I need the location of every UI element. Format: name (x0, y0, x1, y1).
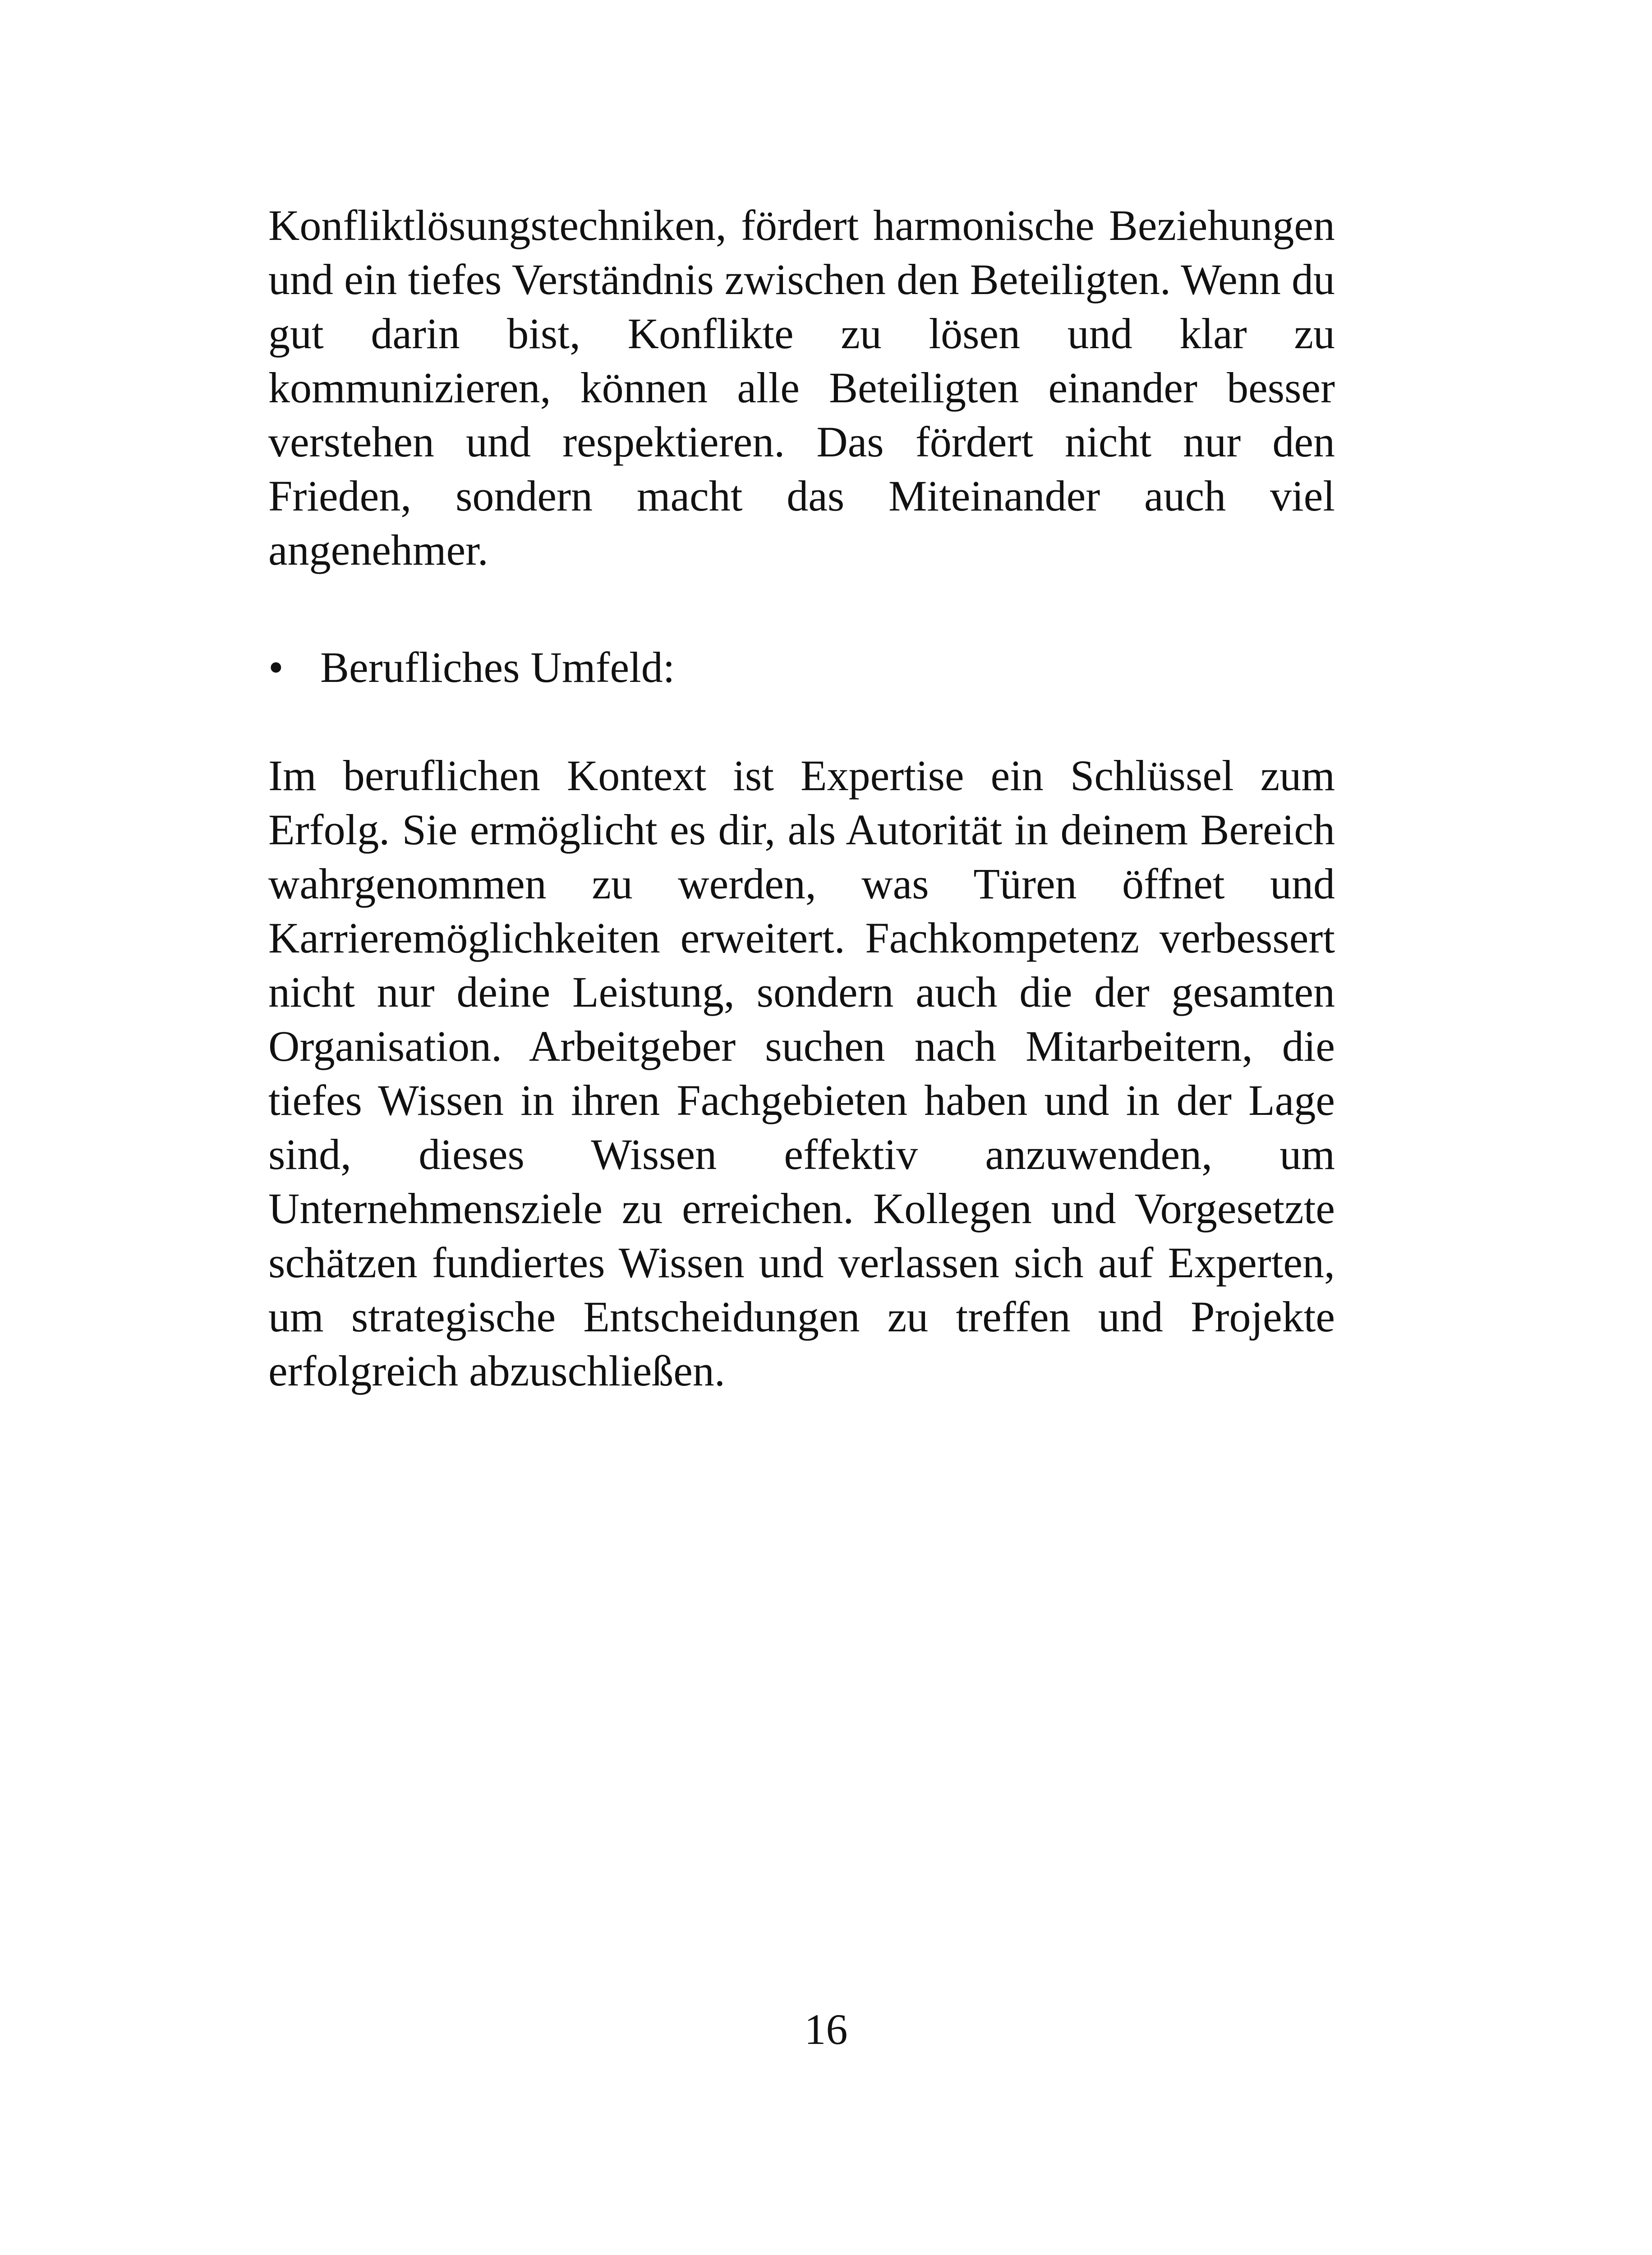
bullet-icon: • (268, 643, 284, 691)
bullet-list-item (268, 640, 1335, 695)
paragraph-professional-context: Im beruflichen Kontext ist Expertise ein Schlüssel zum Erfolg. Sie ermöglicht es dir, als Autorität in deinem Bereich wahrgenommen zu werden, was Türen öffnet und Karrieremöglichkeiten erweitert. Fachkompetenz verbessert nicht nur deine Leistung, sondern auch die der gesamten Organisation. Arbeitgeber suchen nach Mitarbeitern, die tiefes Wissen in ihren Fachgebieten haben und in der Lage sind, dieses Wissen effektiv anzuwenden, um Unternehmensziele zu erreichen. Kollegen und Vorgesetzte schätzen fundiertes Wissen und verlassen sich auf Experten, um strategische Entscheidungen zu treffen und Projekte erfolgreich abzuschließen. (268, 751, 1335, 1395)
paragraph-conflict-resolution: Konfliktlösungstechniken, fördert harmonische Beziehungen und ein tiefes Verständnis zwischen den Beteiligten. Wenn du gut darin bist, Konflikte zu lösen und klar zu kommunizieren, können alle Beteiligten einander besser verstehen und respektieren. Das fördert nicht nur den Frieden, sondern macht das Miteinander auch viel angenehmer. (268, 201, 1335, 574)
bullet-label: Berufliches Umfeld: (320, 643, 675, 691)
page-number: 16 (804, 2005, 848, 2053)
